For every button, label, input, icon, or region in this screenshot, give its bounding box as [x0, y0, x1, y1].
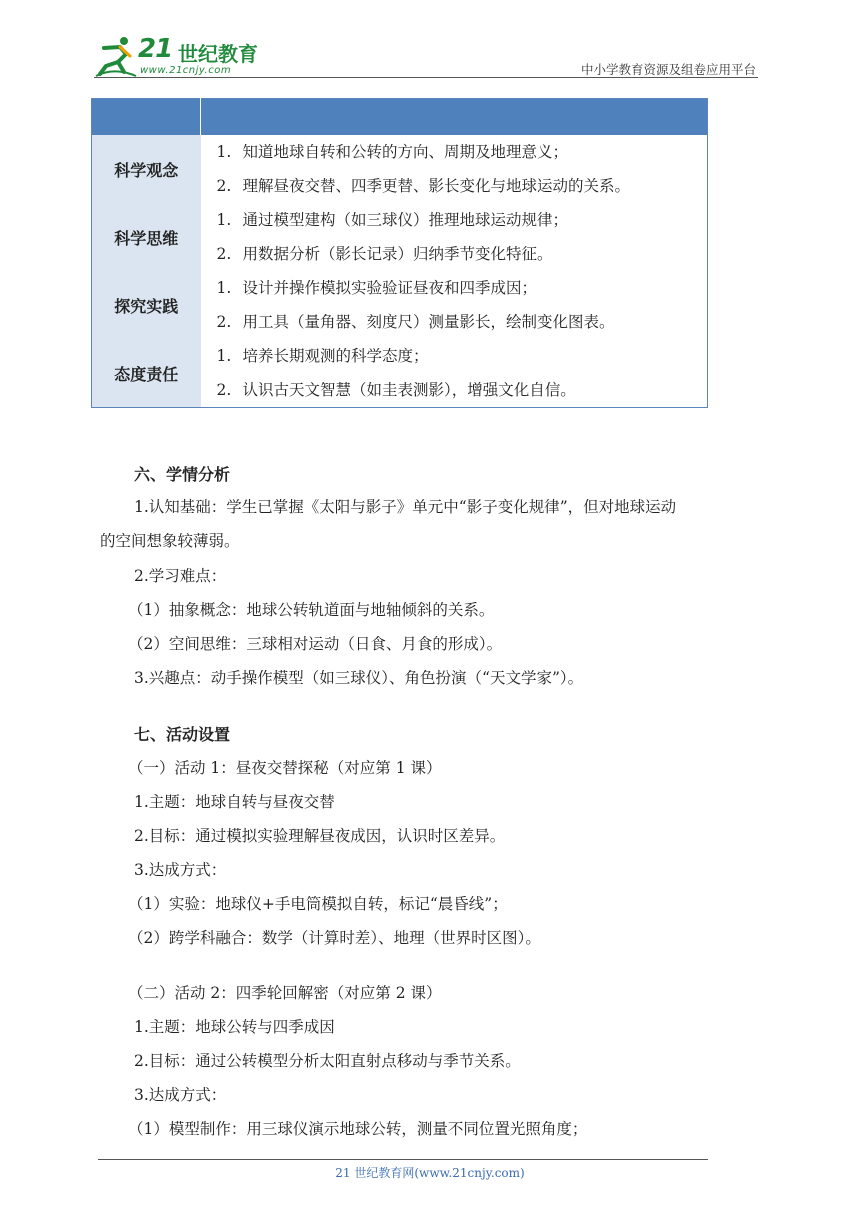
paragraph: （2）跨学科融合：数学（计算时差）、地理（世界时区图）。 [128, 929, 541, 947]
item-text: 知道地球自转和公转的方向、周期及地理意义； [242, 143, 569, 161]
logo-text: 世纪教育 [178, 42, 258, 66]
paragraph: （1）实验：地球仪+手电筒模拟自转，标记“晨昏线”； [128, 895, 508, 913]
item-number: 1. [216, 347, 232, 365]
dimension-label: 科学观念 [92, 135, 201, 203]
table-row [92, 203, 708, 271]
item-number: 2. [216, 381, 232, 399]
list-item [217, 339, 708, 373]
logo [94, 34, 264, 80]
activity-heading: （一）活动 1：昼夜交替探秘（对应第 1 课） [128, 759, 442, 777]
paragraph: 2.学习难点： [134, 567, 227, 585]
item-text: 理解昼夜交替、四季更替、影长变化与地球运动的关系。 [242, 177, 631, 195]
footer-text: 21 世纪教育网(www.21cnjy.com) [335, 1166, 525, 1180]
list-item [217, 373, 708, 407]
item-text: 用数据分析（影长记录）归纳季节变化特征。 [242, 245, 553, 263]
table-header-cell [201, 99, 708, 136]
paragraph: 3.达成方式： [134, 861, 227, 879]
section-title: 六、学情分析 [134, 465, 231, 484]
paragraph: 3.达成方式： [134, 1086, 227, 1104]
header-divider [94, 77, 758, 78]
item-number: 1. [216, 211, 232, 229]
paragraph: 1.主题：地球自转与昼夜交替 [134, 793, 335, 811]
paragraph: 2.目标：通过公转模型分析太阳直射点移动与季节关系。 [134, 1052, 521, 1070]
dimension-label: 科学思维 [92, 203, 201, 271]
activity-heading: （二）活动 2：四季轮回解密（对应第 2 课） [128, 984, 442, 1002]
logo-number: 21 [138, 34, 173, 64]
goals-table [91, 98, 708, 408]
logo-url: www.21cnjy.com [140, 65, 232, 76]
list-item [217, 203, 708, 237]
platform-name: 中小学教育资源及组卷应用平台 [580, 62, 756, 77]
item-text: 设计并操作模拟实验验证昼夜和四季成因； [242, 279, 538, 297]
paragraph: 1.认知基础：学生已掌握《太阳与影子》单元中“影子变化规律”，但对地球运动 [134, 498, 677, 516]
item-number: 2. [216, 245, 232, 263]
section-title: 七、活动设置 [134, 725, 231, 744]
paragraph: 1.主题：地球公转与四季成因 [134, 1018, 335, 1036]
dimension-label: 态度责任 [92, 339, 201, 408]
paragraph: 的空间想象较薄弱。 [100, 532, 240, 550]
item-text: 通过模型建构（如三球仪）推理地球运动规律； [242, 211, 569, 229]
item-text: 认识古天文智慧（如圭表测影），增强文化自信。 [242, 381, 576, 399]
item-number: 1. [216, 279, 232, 297]
list-item [217, 135, 708, 169]
list-item [217, 271, 708, 305]
table-row [92, 271, 708, 339]
paragraph: 3.兴趣点：动手操作模型（如三球仪）、角色扮演（“天文学家”）。 [134, 669, 584, 687]
item-number: 2. [216, 313, 232, 331]
dimension-items [201, 203, 708, 271]
dimension-items [201, 271, 708, 339]
dimension-items [201, 135, 708, 203]
paragraph: （1）抽象概念：地球公转轨道面与地轴倾斜的关系。 [128, 601, 495, 619]
paragraph: 2.目标：通过模拟实验理解昼夜成因，认识时区差异。 [134, 827, 506, 845]
list-item [217, 169, 708, 203]
table-row [92, 339, 708, 408]
list-item [217, 237, 708, 271]
footer-divider [98, 1159, 708, 1160]
item-number: 2. [216, 177, 232, 195]
item-number: 1. [216, 143, 232, 161]
item-text: 培养长期观测的科学态度； [242, 347, 429, 365]
paragraph: （1）模型制作：用三球仪演示地球公转，测量不同位置光照角度； [128, 1120, 588, 1138]
list-item [217, 305, 708, 339]
runner-icon [94, 34, 138, 78]
table-header-cell [92, 99, 201, 136]
table-row [92, 135, 708, 203]
page-header [0, 0, 860, 90]
dimension-label: 探究实践 [92, 271, 201, 339]
paragraph: （2）空间思维：三球相对运动（日食、月食的形成）。 [128, 635, 503, 653]
dimension-items [201, 339, 708, 408]
item-text: 用工具（量角器、刻度尺）测量影长，绘制变化图表。 [242, 313, 615, 331]
table-header-row [92, 99, 708, 136]
